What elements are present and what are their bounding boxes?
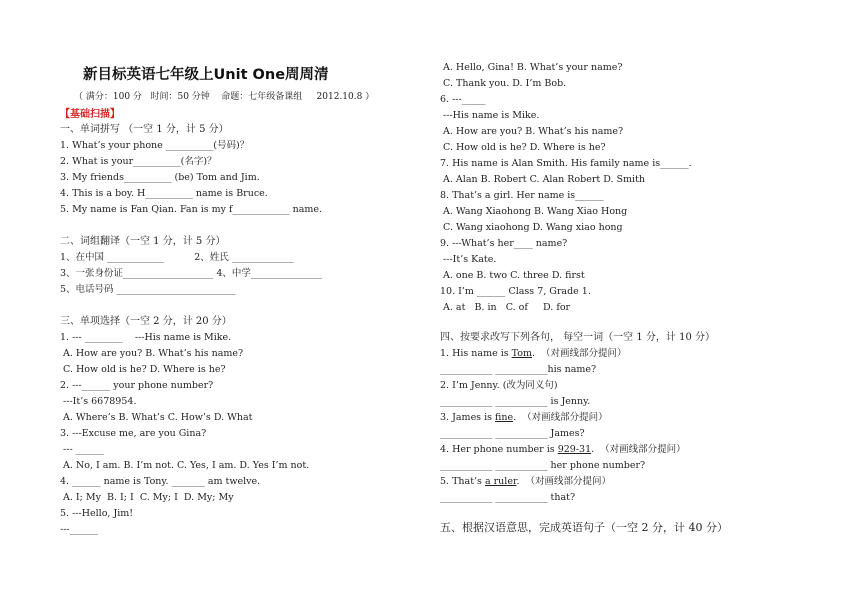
list-item: 1. --- ________ ---His name is Mike.	[60, 332, 232, 343]
list-item: 5、电话号码 _________________________	[60, 284, 236, 295]
exam-info: （ 满分：100 分 时间：50 分钟 命题：七年级备课组 2012.10.8 ）	[74, 92, 375, 102]
rewrite-item: 3. James is fine. （对画线部分提问）	[440, 412, 608, 423]
list-item: 8. That’s a girl. Her name is______	[440, 190, 604, 201]
section-2-heading: 二、词组翻译（一空 1 分，计 5 分）	[60, 236, 226, 247]
list-item: 3. ---Excuse me, are you Gina?	[60, 428, 207, 439]
section-4-heading: 四、按要求改写下列各句， 每空一词（一空 1 分，计 10 分）	[440, 332, 715, 343]
list-item: ---______	[60, 524, 99, 535]
list-item: ---It’s 6678954.	[60, 396, 137, 407]
section-1-heading: 一、单词拼写 （一空 1 分，计 5 分）	[60, 124, 229, 135]
list-item: A. Where’s B. What’s C. How’s D. What	[60, 412, 253, 423]
rewrite-item: 1. His name is Tom. （对画线部分提问）	[440, 348, 627, 359]
list-item: ---His name is Mike.	[440, 110, 540, 121]
list-item: 4. This is a boy. H__________ name is Bruce.	[60, 188, 268, 199]
list-item: 2. ---______ your phone number?	[60, 380, 214, 391]
rewrite-item: 2. I’m Jenny. (改为同义句)	[440, 380, 558, 391]
section-3-heading: 三、单项选择（一空 2 分，计 20 分）	[60, 316, 232, 327]
list-item: 7. His name is Alan Smith. His family name is______.	[440, 158, 692, 169]
section-5-heading: 五、根据汉语意思，完成英语句子（一空 2 分，计 40 分）	[440, 521, 728, 534]
list-item: 1. What’s your phone __________(号码)？	[60, 140, 250, 151]
list-item: 6. ---_____	[440, 94, 486, 105]
list-item: A. at B. in C. of D. for	[440, 302, 571, 313]
rewrite-item: ___________ ___________ that?	[440, 492, 576, 503]
page-title: 新目标英语七年级上Unit One周周清	[83, 67, 329, 83]
list-item: 9. ---What’s her____ name?	[440, 238, 568, 249]
list-item: A. How are you? B. What’s his name?	[60, 348, 244, 359]
list-item: C. How old is he? D. Where is he?	[440, 142, 606, 153]
list-item: 1、在中国 ____________ 2、姓氏 _____________	[60, 252, 294, 263]
list-item: 3. My friends__________ (be) Tom and Jim.	[60, 172, 260, 183]
list-item: 3、一张身份证___________________ 4、中学_______________	[60, 268, 323, 279]
list-item: ---It’s Kate.	[440, 254, 497, 265]
list-item: A. one B. two C. three D. first	[440, 270, 585, 281]
list-item: C. Wang xiaohong D. Wang xiao hong	[440, 222, 623, 233]
rewrite-item: ___________ ___________his name?	[440, 364, 597, 375]
list-item: 5. My name is Fan Qian. Fan is my f____________ name.	[60, 204, 323, 215]
list-item: 4. ______ name is Tony. _______ am twelve.	[60, 476, 261, 487]
list-item: A. I; My B. I; I C. My; I D. My; My	[60, 492, 234, 503]
list-item: A. Wang Xiaohong B. Wang Xiao Hong	[440, 206, 628, 217]
list-item: A. Alan B. Robert C. Alan Robert D. Smith	[440, 174, 646, 185]
rewrite-item: ___________ ___________ her phone number?	[440, 460, 646, 471]
rewrite-item: 4. Her phone number is 929-31. （对画线部分提问）	[440, 444, 686, 455]
list-item: C. How old is he? D. Where is he?	[60, 364, 226, 375]
list-item: --- ______	[60, 444, 105, 455]
list-item: A. How are you? B. What’s his name?	[440, 126, 624, 137]
rewrite-item: ___________ ___________ is Jenny.	[440, 396, 591, 407]
section-tag: 【基础扫描】	[60, 109, 120, 120]
list-item: C. Thank you. D. I’m Bob.	[440, 78, 567, 89]
list-item: A. Hello, Gina! B. What’s your name?	[440, 62, 623, 73]
rewrite-item: ___________ ___________ James?	[440, 428, 585, 439]
list-item: 2. What is your__________(名字)？	[60, 156, 217, 167]
list-item: A. No, I am. B. I’m not. C. Yes, I am. D. Yes I’m not.	[60, 460, 310, 471]
list-item: 10. I’m ______ Class 7, Grade 1.	[440, 286, 591, 297]
rewrite-item: 5. That’s a ruler. （对画线部分提问）	[440, 476, 612, 487]
list-item: 5. ---Hello, Jim!	[60, 508, 134, 519]
